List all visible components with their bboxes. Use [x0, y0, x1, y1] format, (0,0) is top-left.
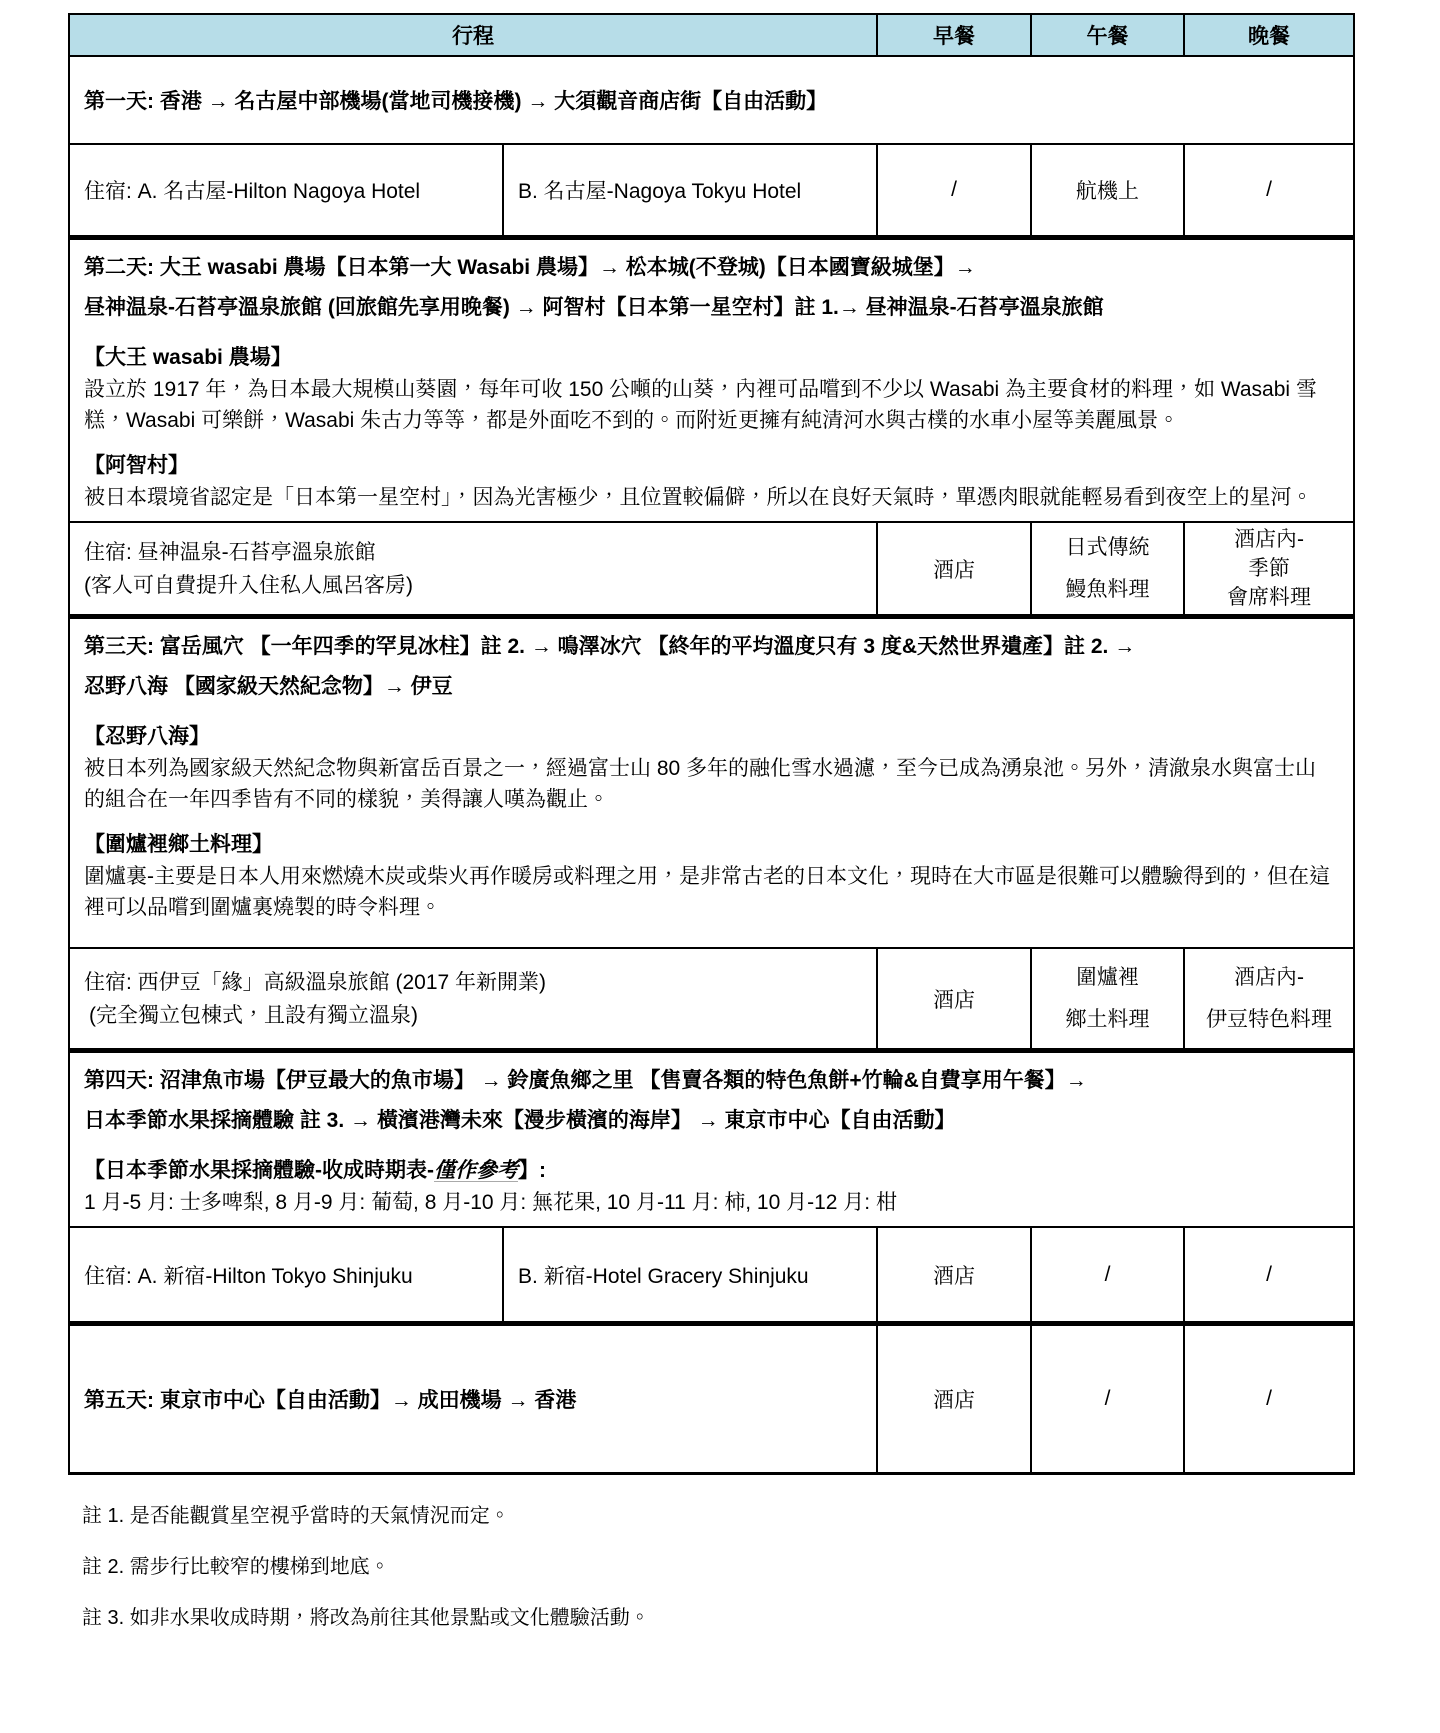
header-dinner: 晚餐	[1248, 25, 1290, 48]
day2-title-line2: 昼神温泉-石苔亭溫泉旅館 (回旅館先享用晚餐) → 阿智村【日本第一星空村】註 1.→ 昼神温泉-石苔亭溫泉旅館	[84, 296, 1104, 319]
header-breakfast: 早餐	[878, 15, 1032, 55]
day2-hotel	[70, 523, 878, 614]
day3-lunch-line1: 圍爐裡	[1076, 965, 1139, 989]
day1-accommodation-row	[70, 145, 1353, 235]
day4-title-line2: 日本季節水果採摘體驗 註 3. → 橫濱港灣未來【漫步橫濱的海岸】 → 東京市中心【自由活動】	[84, 1109, 956, 1132]
day5-title: 第五天: 東京市中心【自由活動】→ 成田機場 → 香港	[70, 1326, 878, 1472]
day2-dinner-line3: 會席料理	[1227, 586, 1311, 609]
day4-fruit-schedule: 1 月-5 月: 士多啤梨, 8 月-9 月: 葡萄, 8 月-10 月: 無花果, 10 月-11 月: 柿, 10 月-12 月: 柑	[84, 1191, 897, 1214]
day2-dinner-line1: 酒店內-	[1234, 528, 1304, 551]
day3-dinner-line2: 伊豆特色料理	[1206, 1007, 1332, 1031]
day1-dinner: /	[1266, 178, 1272, 201]
day1-title-row	[70, 57, 1353, 145]
day5-lunch: /	[1032, 1326, 1185, 1472]
page	[0, 13, 1440, 1733]
day3-section1-title: 【忍野八海】	[84, 725, 210, 748]
day3-breakfast: 酒店	[878, 949, 1032, 1048]
day2-lunch-line2: 鰻魚料理	[1065, 577, 1150, 601]
day3-lunch	[1032, 949, 1185, 1048]
fruit-title-suffix: 】:	[518, 1159, 546, 1182]
footnote-2: 註 2. 需步行比較窄的樓梯到地底。	[82, 1556, 390, 1578]
day5-breakfast: 酒店	[878, 1326, 1032, 1472]
footnotes	[82, 1501, 1440, 1633]
day3-block-row	[70, 619, 1353, 949]
itinerary-table	[68, 13, 1355, 1475]
day4-breakfast: 酒店	[878, 1228, 1032, 1321]
day2-section2-title: 【阿智村】	[84, 454, 189, 477]
day2-section1-body: 設立於 1917 年，為日本最大規模山葵園，每年可收 150 公噸的山葵，內裡可品嚐到不少以 Wasabi 為主要食材的料理，如 Wasabi 雪糕，Wasabi 可樂餅，Wasabi 朱古力等等，都是外面吃不到的。而附近更擁有純清河水與古樸的水車小屋等美麗風景。	[84, 378, 1317, 432]
day3-title-line2: 忍野八海 【國家級天然紀念物】→ 伊豆	[84, 675, 453, 698]
fruit-title-prefix: 【日本季節水果採摘體驗-收成時期表-	[84, 1159, 434, 1182]
day3-title-line1: 第三天: 富岳風穴 【一年四季的罕見冰柱】註 2. → 鳴澤冰穴 【終年的平均溫度只有 3 度&天然世界遺產】註 2. →	[84, 635, 1136, 658]
day1-breakfast: /	[878, 145, 1032, 235]
day4-block-row	[70, 1053, 1353, 1228]
day4-accommodation-row	[70, 1228, 1353, 1321]
day4-block	[70, 1053, 1353, 1228]
day2-dinner	[1185, 523, 1353, 614]
day3-hotel	[70, 949, 878, 1048]
day2-hotel-line2: (客人可自費提升入住私人風呂客房)	[84, 573, 413, 597]
day3-section1-body: 被日本列為國家級天然紀念物與新富岳百景之一，經過富士山 80 多年的融化雪水過濾，至今已成為湧泉池。另外，清澈泉水與富士山的組合在一年四季皆有不同的樣貌，美得讓人嘆為觀止。	[84, 757, 1317, 811]
day1-hotel-a: 住宿: A. 名古屋-Hilton Nagoya Hotel	[70, 145, 504, 235]
footnote-3: 註 3. 如非水果收成時期，將改為前往其他景點或文化體驗活動。	[82, 1607, 650, 1629]
day2-title-line1: 第二天: 大王 wasabi 農場【日本第一大 Wasabi 農場】→ 松本城(不登城)【日本國寶級城堡】→	[84, 256, 976, 279]
day4-dinner: /	[1266, 1262, 1272, 1286]
day2-hotel-line1: 住宿: 昼神温泉-石苔亭溫泉旅館	[84, 540, 376, 564]
day4-fruit-title	[84, 1155, 1335, 1187]
day5-dinner: /	[1266, 1387, 1272, 1410]
day1-hotel-b: B. 名古屋-Nagoya Tokyu Hotel	[504, 145, 878, 235]
day2-accommodation-row	[70, 523, 1353, 614]
day2-lunch	[1032, 523, 1185, 614]
day3-accommodation-row	[70, 949, 1353, 1048]
day2-section2-body: 被日本環境省認定是「日本第一星空村」，因為光害極少，且位置較偏僻，所以在良好天氣時，單憑肉眼就能輕易看到夜空上的星河。	[84, 486, 1313, 509]
header-lunch: 午餐	[1032, 15, 1185, 55]
day2-block	[70, 240, 1353, 523]
day4-title-line1: 第四天: 沼津魚市場【伊豆最大的魚市場】 → 鈴廣魚鄉之里 【售賣各類的特色魚餅+竹輪&自費享用午餐】→	[84, 1069, 1087, 1092]
footnote-1: 註 1. 是否能觀賞星空視乎當時的天氣情況而定。	[82, 1505, 510, 1527]
day3-hotel-line2: (完全獨立包棟式，且設有獨立溫泉)	[89, 1003, 418, 1027]
day2-breakfast: 酒店	[878, 523, 1032, 614]
day2-dinner-line2: 季節	[1248, 557, 1290, 580]
day3-dinner	[1185, 949, 1353, 1048]
day3-hotel-line1: 住宿: 西伊豆「緣」高級溫泉旅館 (2017 年新開業)	[84, 970, 547, 994]
day2-block-row	[70, 240, 1353, 523]
day3-section2-title: 【圍爐裡鄉土料理】	[84, 833, 273, 856]
day1-title: 第一天: 香港 → 名古屋中部機場(當地司機接機) → 大須觀音商店街【自由活動】	[84, 90, 828, 113]
day2-lunch-line1: 日式傳統	[1065, 535, 1150, 559]
day3-block	[70, 619, 1353, 949]
day4-lunch: /	[1032, 1228, 1185, 1321]
day2-section1-title: 【大王 wasabi 農場】	[84, 346, 292, 369]
fruit-title-reference-note: 僅作參考	[434, 1159, 518, 1182]
day4-hotel-a: 住宿: A. 新宿-Hilton Tokyo Shinjuku	[70, 1228, 504, 1321]
header-itinerary: 行程	[70, 15, 878, 55]
day3-section2-body: 圍爐裏-主要是日本人用來燃燒木炭或柴火再作暖房或料理之用，是非常古老的日本文化，現時在大市區是很難可以體驗得到的，但在這裡可以品嚐到圍爐裏燒製的時令料理。	[84, 865, 1330, 919]
day4-hotel-b: B. 新宿-Hotel Gracery Shinjuku	[504, 1228, 878, 1321]
day5-row	[70, 1326, 1353, 1472]
table-header-row	[70, 15, 1353, 57]
day3-dinner-line1: 酒店內-	[1234, 965, 1304, 989]
day1-lunch: 航機上	[1032, 145, 1185, 235]
day3-lunch-line2: 鄉土料理	[1065, 1007, 1150, 1031]
